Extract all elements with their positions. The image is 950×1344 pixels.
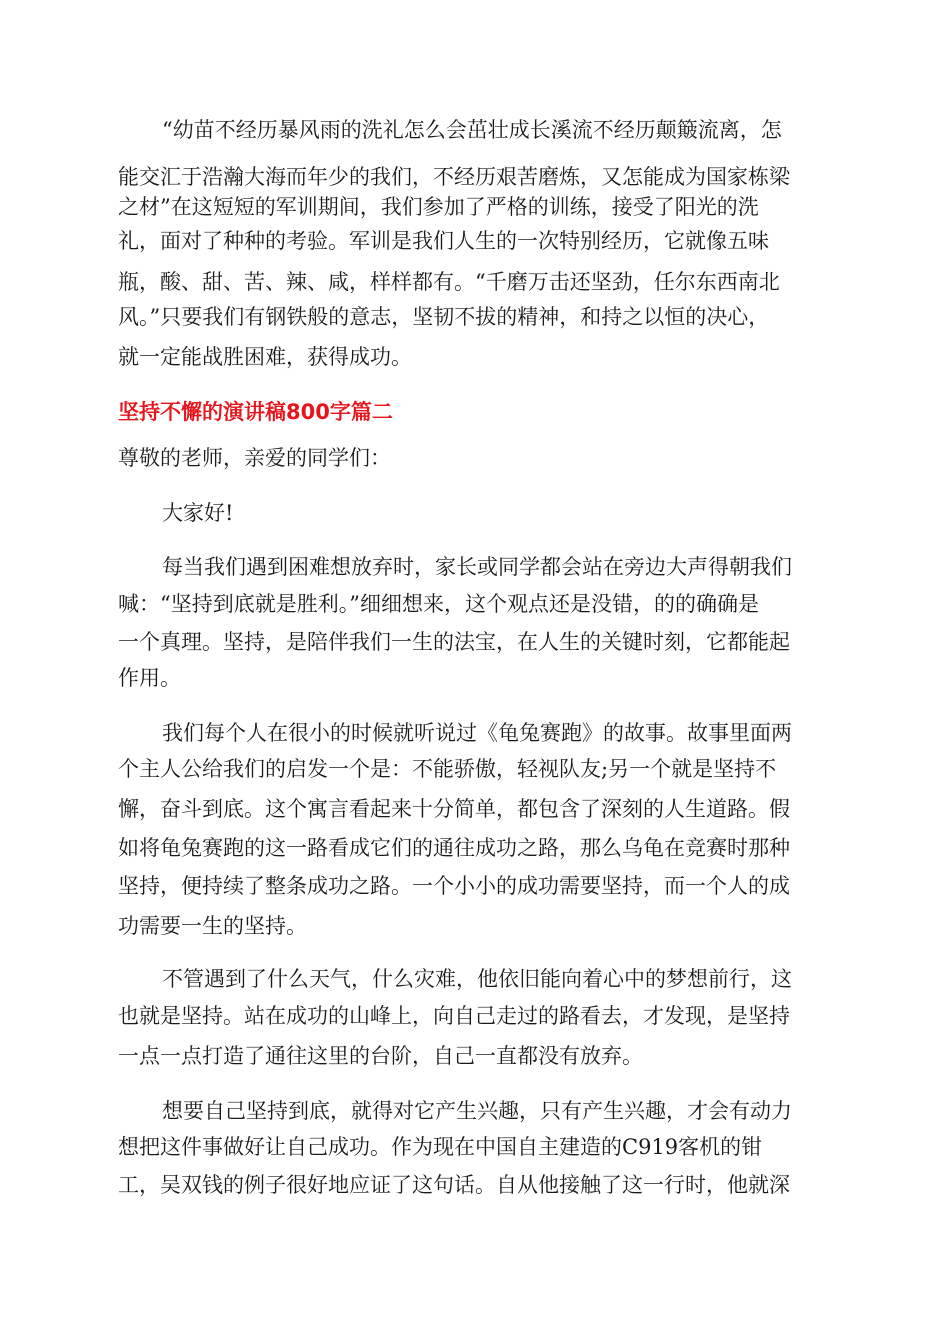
paragraph-5-line-1: 想要自己坚持到底，就得对它产生兴趣，只有产生兴趣，才会有动力 <box>162 1099 792 1123</box>
paragraph-4-line-1: 不管遇到了什么天气，什么灾难，他依旧能向着心中的梦想前行，这 <box>162 967 792 991</box>
paragraph-3-line-3: 懈，奋斗到底。这个寓言看起来十分简单，都包含了深刻的人生道路。假 <box>118 797 790 821</box>
paragraph-3-line-4: 如将龟兔赛跑的这一路看成它们的通往成功之路，那么乌龟在竞赛时那种 <box>118 836 790 860</box>
paragraph-1-line-4: 礼，面对了种种的考验。军训是我们人生的一次特别经历，它就像五味 <box>118 229 769 253</box>
paragraph-4-line-2: 也就是坚持。站在成功的山峰上，向自己走过的路看去，才发现，是坚持 <box>118 1004 790 1028</box>
paragraph-2-line-4: 作用。 <box>118 666 181 690</box>
section-heading: 坚持不懈的演讲稿800字篇二 <box>118 400 393 424</box>
paragraph-5-line-3: 工，吴双钱的例子很好地应证了这句话。自从他接触了这一行时，他就深 <box>118 1173 790 1197</box>
paragraph-3-line-6: 功需要一生的坚持。 <box>118 914 307 938</box>
paragraph-3-line-5: 坚持，便持续了整条成功之路。一个小小的成功需要坚持，而一个人的成 <box>118 874 790 898</box>
paragraph-2-line-3: 一个真理。坚持，是陪伴我们一生的法宝，在人生的关键时刻，它都能起 <box>118 630 790 654</box>
paragraph-1-line-2: 能交汇于浩瀚大海而年少的我们，不经历艰苦磨炼，又怎能成为国家栋梁 <box>118 165 790 189</box>
paragraph-1-line-5: 瓶，酸、甜、苦、辣、咸，样样都有。“千磨万击还坚劲，任尔东西南北 <box>118 270 780 294</box>
paragraph-3-line-2: 个主人公给我们的启发一个是：不能骄傲，轻视队友;另一个就是坚持不 <box>118 757 777 781</box>
paragraph-5-line-2: 想把这件事做好让自己成功。作为现在中国自主建造的C919客机的钳 <box>118 1135 763 1159</box>
paragraph-2-line-2: 喊：“坚持到底就是胜利。”细细想来，这个观点还是没错，的的确确是 <box>118 592 759 616</box>
paragraph-1-line-3: 之材”在这短短的军训期间，我们参加了严格的训练，接受了阳光的洗 <box>118 195 759 219</box>
greeting: 大家好! <box>162 501 234 525</box>
paragraph-1-line-6: 风。”只要我们有钢铁般的意志，坚韧不拔的精神，和持之以恒的决心， <box>118 305 770 329</box>
salutation: 尊敬的老师，亲爱的同学们： <box>118 446 391 470</box>
paragraph-1-line-1: “幼苗不经历暴风雨的洗礼怎么会茁壮成长溪流不经历颠簸流离，怎 <box>162 118 782 142</box>
paragraph-1-line-7: 就一定能战胜困难，获得成功。 <box>118 345 412 369</box>
paragraph-4-line-3: 一点一点打造了通往这里的台阶，自己一直都没有放弃。 <box>118 1044 643 1068</box>
paragraph-3-line-1: 我们每个人在很小的时候就听说过《龟兔赛跑》的故事。故事里面两 <box>162 721 792 745</box>
paragraph-2-line-1: 每当我们遇到困难想放弃时，家长或同学都会站在旁边大声得朝我们 <box>162 555 792 579</box>
